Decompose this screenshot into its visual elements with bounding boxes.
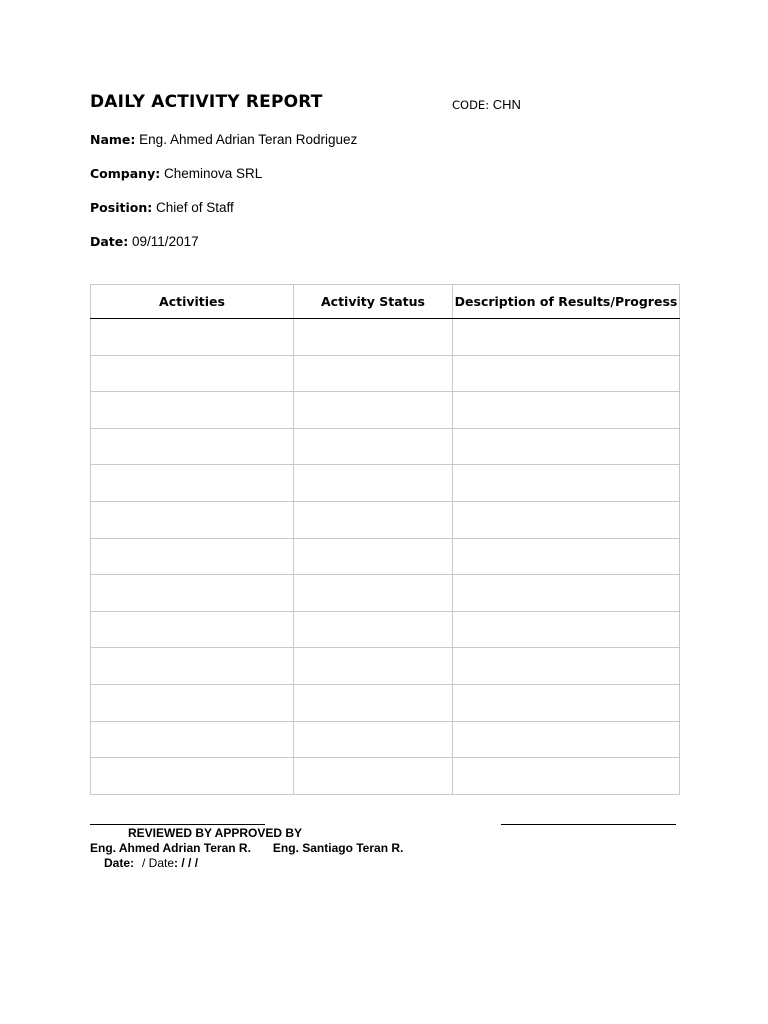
report-title: DAILY ACTIVITY REPORT [90, 92, 323, 112]
field-name-label: Name: [90, 132, 136, 147]
table-cell[interactable] [294, 465, 453, 502]
table-cell[interactable] [91, 684, 294, 721]
code-label: CODE: [452, 98, 490, 112]
table-cell[interactable] [294, 758, 453, 795]
signature-dates [104, 856, 198, 870]
table-cell[interactable] [294, 428, 453, 465]
table-cell[interactable] [453, 575, 680, 612]
table-cell[interactable] [91, 355, 294, 392]
table-cell[interactable] [91, 648, 294, 685]
table-cell[interactable] [453, 501, 680, 538]
table-cell[interactable] [294, 575, 453, 612]
table-cell[interactable] [294, 392, 453, 429]
signature-line-right [501, 824, 676, 825]
table-row [91, 758, 680, 795]
table-cell[interactable] [294, 501, 453, 538]
date-label: Date: [104, 856, 135, 870]
table-cell[interactable] [91, 758, 294, 795]
table-cell[interactable] [294, 355, 453, 392]
table-cell[interactable] [91, 392, 294, 429]
table-row [91, 684, 680, 721]
column-header-activities: Activities [91, 285, 294, 319]
table-cell[interactable] [91, 721, 294, 758]
table-cell[interactable] [453, 721, 680, 758]
table-row [91, 319, 680, 356]
table-row [91, 465, 680, 502]
report-code [452, 97, 521, 112]
table-cell[interactable] [91, 428, 294, 465]
table-cell[interactable] [453, 465, 680, 502]
table-cell[interactable] [453, 428, 680, 465]
table-cell[interactable] [91, 538, 294, 575]
table-cell[interactable] [91, 501, 294, 538]
table-cell[interactable] [453, 392, 680, 429]
table-cell[interactable] [453, 611, 680, 648]
table-row [91, 501, 680, 538]
table-cell[interactable] [91, 611, 294, 648]
field-date-value: 09/11/2017 [132, 234, 199, 249]
table-row [91, 355, 680, 392]
signature-line-left [90, 824, 265, 825]
table-cell[interactable] [91, 575, 294, 612]
table-row [91, 721, 680, 758]
field-position-label: Position: [90, 200, 153, 215]
field-name [90, 132, 357, 147]
date-slash: / Date [142, 856, 175, 870]
table-row [91, 611, 680, 648]
field-company-label: Company: [90, 166, 161, 181]
table-cell[interactable] [453, 684, 680, 721]
table-row [91, 575, 680, 612]
table-cell[interactable] [91, 319, 294, 356]
table-cell[interactable] [294, 611, 453, 648]
table-cell[interactable] [91, 465, 294, 502]
table-row [91, 392, 680, 429]
table-cell[interactable] [294, 538, 453, 575]
reviewed-approved-label: REVIEWED BY APPROVED BY [128, 826, 303, 840]
code-value: CHN [492, 97, 521, 112]
field-position [90, 200, 234, 215]
field-date [90, 234, 199, 249]
table-row [91, 538, 680, 575]
table-cell[interactable] [294, 319, 453, 356]
table-cell[interactable] [294, 721, 453, 758]
table-cell[interactable] [453, 319, 680, 356]
activity-table [90, 284, 680, 795]
field-date-label: Date: [90, 234, 129, 249]
column-header-description: Description of Results/Progress [453, 285, 680, 319]
table-cell[interactable] [294, 684, 453, 721]
table-cell[interactable] [453, 538, 680, 575]
table-row [91, 428, 680, 465]
table-header-row [91, 285, 680, 319]
table-cell[interactable] [453, 648, 680, 685]
table-row [91, 648, 680, 685]
field-company [90, 166, 262, 181]
signatory-names [90, 841, 403, 855]
table-cell[interactable] [294, 648, 453, 685]
date-value: : / / / [174, 856, 199, 870]
field-company-value: Cheminova SRL [163, 166, 263, 181]
signatory-left-name: Eng. Ahmed Adrian Teran R. [90, 841, 251, 855]
field-position-value: Chief of Staff [156, 200, 234, 215]
table-body [91, 319, 680, 795]
signatory-right-name: Eng. Santiago Teran R. [272, 841, 404, 855]
table-cell[interactable] [453, 355, 680, 392]
column-header-activity-status: Activity Status [294, 285, 453, 319]
table-cell[interactable] [453, 758, 680, 795]
field-name-value: Eng. Ahmed Adrian Teran Rodriguez [139, 132, 358, 147]
